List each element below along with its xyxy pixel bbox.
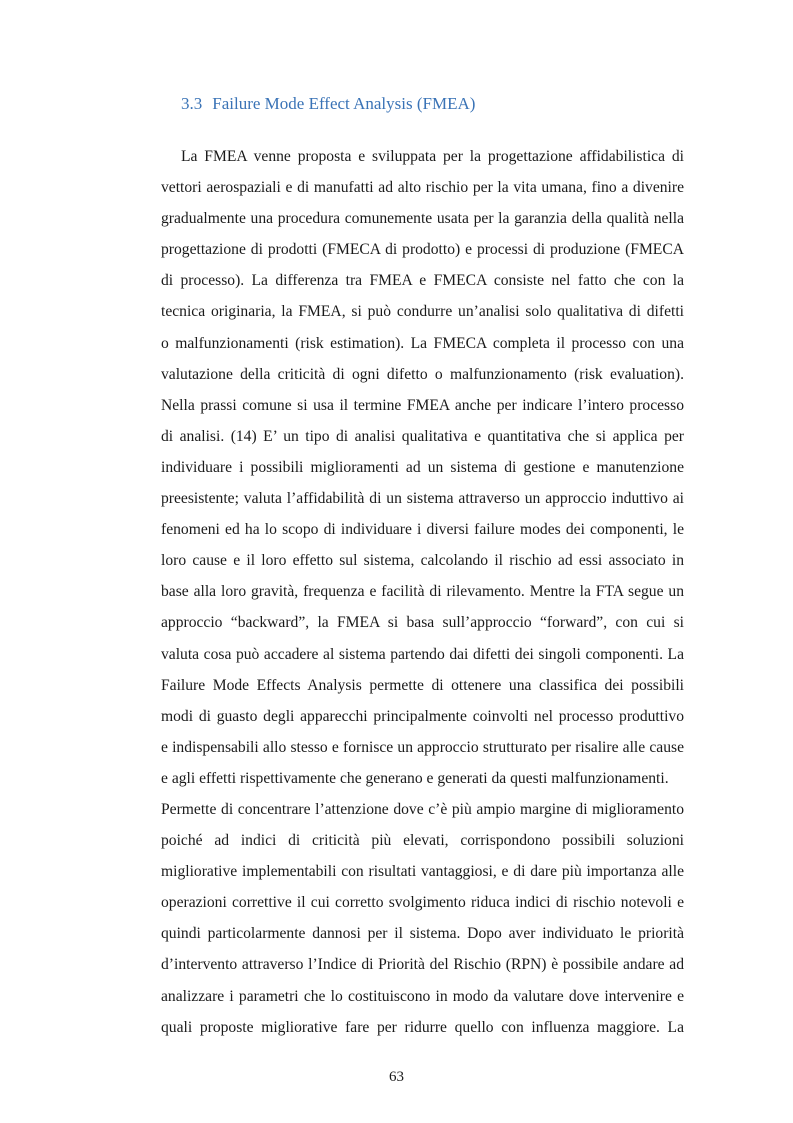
text-line: di analisi. (14) E’ un tipo di analisi qualitativa e quantitativa che si applica per xyxy=(161,427,684,445)
section-title: Failure Mode Effect Analysis (FMEA) xyxy=(212,94,476,113)
text-line: individuare i possibili miglioramenti ad un sistema di gestione e manutenzione xyxy=(161,458,684,476)
text-line: Permette di concentrare l’attenzione dove c’è più ampio margine di miglioramento xyxy=(161,800,684,818)
text-line: progettazione di prodotti (FMECA di prodotto) e processi di produzione (FMECA xyxy=(161,241,684,259)
text-line: vettori aerospaziali e di manufatti ad alto rischio per la vita umana, fino a divenire xyxy=(161,179,684,197)
text-line: tecnica originaria, la FMEA, si può condurre un’analisi solo qualitativa di difetti xyxy=(161,303,684,321)
text-line: poiché ad indici di criticità più elevati, corrispondono possibili soluzioni xyxy=(161,832,684,850)
text-line: d’intervento attraverso l’Indice di Priorità del Rischio (RPN) è possibile andare ad xyxy=(161,956,684,974)
text-line: fenomeni ed ha lo scopo di individuare i diversi failure modes dei componenti, le xyxy=(161,521,684,539)
text-line: La FMEA venne proposta e sviluppata per la progettazione affidabilistica di xyxy=(181,148,684,165)
text-line: quali proposte migliorative fare per ridurre quello con influenza maggiore. La xyxy=(161,1018,684,1036)
text-line: base alla loro gravità, frequenza e facilità di rilevamento. Mentre la FTA segue un xyxy=(161,583,684,601)
text-line: analizzare i parametri che lo costituiscono in modo da valutare dove intervenire e xyxy=(161,987,684,1005)
text-line: quindi particolarmente dannosi per il sistema. Dopo aver individuato le priorità xyxy=(161,925,684,943)
text-line: Nella prassi comune si usa il termine FMEA anche per indicare l’intero processo xyxy=(161,396,684,414)
text-line: preesistente; valuta l’affidabilità di un sistema attraverso un approccio induttivo ai xyxy=(161,490,684,508)
text-line: operazioni correttive il cui corretto svolgimento riduca indici di rischio notevoli e xyxy=(161,894,684,912)
text-line: gradualmente una procedura comunemente usata per la garanzia della qualità nella xyxy=(161,210,684,228)
text-line: valuta cosa può accadere al sistema partendo dai difetti dei singoli componenti. La xyxy=(161,645,684,663)
text-line: valutazione della criticità di ogni difetto o malfunzionamento (risk evaluation). xyxy=(161,365,684,383)
text-line: o malfunzionamenti (risk estimation). La FMECA completa il processo con una xyxy=(161,334,684,352)
body-paragraph xyxy=(161,141,684,1043)
section-number: 3.3 xyxy=(181,94,203,113)
text-line: loro cause e il loro effetto sul sistema, calcolando il rischio ad essi associato in xyxy=(161,552,684,570)
page-number: 63 xyxy=(389,1069,404,1085)
text-line: e agli effetti rispettivamente che generano e generati da questi malfunzionamenti. xyxy=(161,769,669,787)
text-line: approccio “backward”, la FMEA si basa sull’approccio “forward”, con cui si xyxy=(161,614,684,632)
section-heading xyxy=(181,94,475,114)
text-line: Failure Mode Effects Analysis permette di ottenere una classifica dei possibili xyxy=(161,676,684,694)
text-line: migliorative implementabili con risultati vantaggiosi, e di dare più importanza alle xyxy=(161,863,684,881)
text-line: di processo). La differenza tra FMEA e FMECA consiste nel fatto che con la xyxy=(161,272,684,290)
text-line: modi di guasto degli apparecchi principalmente coinvolti nel processo produttivo xyxy=(161,707,684,725)
text-line: e indispensabili allo stesso e fornisce un approccio strutturato per risalire alle cause xyxy=(161,738,684,756)
